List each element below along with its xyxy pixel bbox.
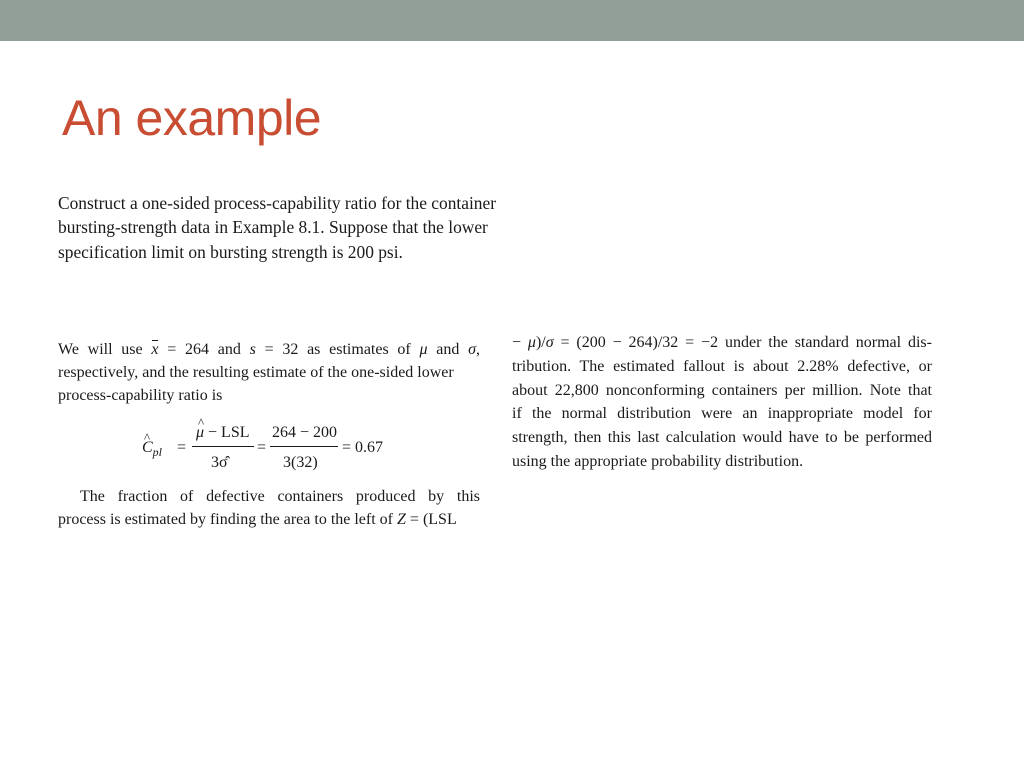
fraction2-denominator: 3(32) (283, 454, 318, 471)
solution-line: process-capability ratio is (58, 387, 223, 404)
fraction-bar (192, 446, 254, 447)
problem-line: bursting-strength data in Example 8.1. Suppose that the lower (58, 217, 488, 238)
fraction2-numerator: 264 − 200 (272, 424, 338, 441)
solution-line: respectively, and the resulting estimate of the one-sided lower (58, 364, 454, 381)
slide-header-band (0, 0, 1024, 41)
solution-line: − μ)/σ = (200 − 264)/32 = −2 under the standard normal dis- (512, 334, 932, 351)
solution-line: using the appropriate probability distribution. (512, 452, 804, 470)
solution-line: We will use x = 264 and s = 32 as estimates of μ and σ, (58, 338, 480, 361)
solution-line: about 22,800 nonconforming containers per million. Note that (512, 381, 932, 399)
solution-line: if the normal distribution were an inappropriate model for (512, 405, 932, 423)
solution-line: tribution. The estimated fallout is about 2.28% defective, or (512, 357, 932, 375)
solution-left-column (58, 338, 480, 531)
problem-statement (58, 191, 542, 264)
fraction1-numerator: ^ μ − LSL (196, 421, 250, 444)
solution-line: process is estimated by finding the area to the left of Z = (LSL (58, 511, 457, 528)
problem-line: Construct a one-sided process-capability ratio for the container (58, 193, 496, 213)
cpl-formula: ^ $C_{pl}$ = ^ μ − LSL 3σ̂ = 264 − 200 3(32) = 0.67 (58, 413, 480, 479)
problem-line: specification limit on bursting strength is 200 psi. (58, 241, 403, 262)
fraction1-denominator: 3σ̂ (211, 454, 228, 471)
cpl-symbol: ^ $C_{pl}$ (142, 436, 162, 464)
formula-result: = 0.67 (342, 439, 384, 456)
x-bar-symbol: x (151, 338, 158, 361)
solution-right-column (512, 331, 932, 474)
slide-title: An example (62, 90, 322, 146)
solution-line: The fraction of defective containers produced by this (80, 488, 480, 505)
solution-line: strength, then this last calculation would have to be performed (512, 429, 932, 447)
fraction-bar (270, 446, 338, 447)
